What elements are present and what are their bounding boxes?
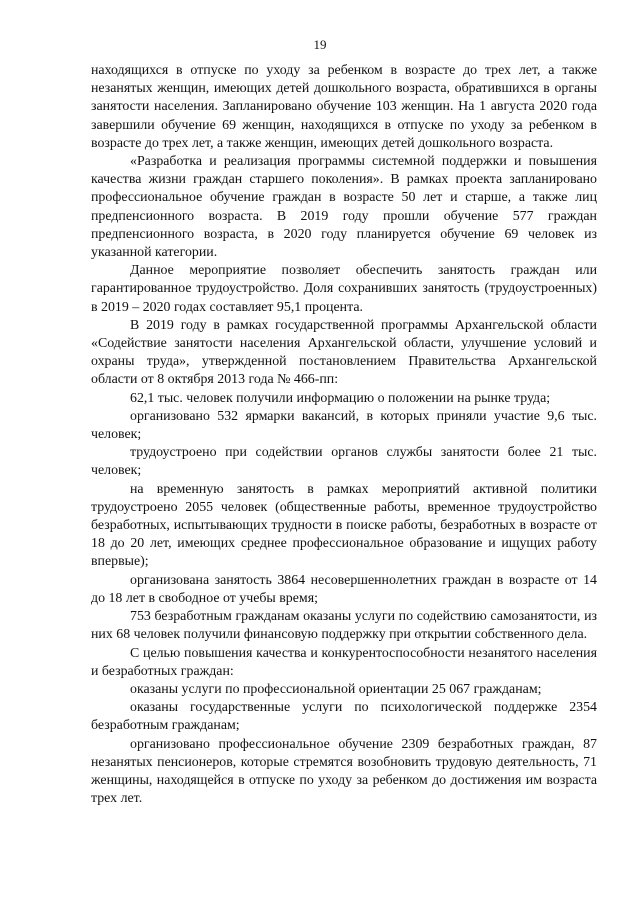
- list-item-psychological-support: оказаны государственные услуги по психологической поддержке 2354 безработным гражданам;: [91, 700, 597, 734]
- paragraph-1-continuation: находящихся в отпуске по уходу за ребенком в возрасте до трех лет, а также незанятых женщин, имеющих детей дошкольного возраста, обратившихся в органы занятости населения. Запланировано обучение 103 женщин. На 1 августа 2020 года завершили обучение 69 женщин, находящихся в отпуске по уходу за ребенком в возрасте до трех лет, а также женщин, имеющих детей дошкольного возраста.: [91, 63, 597, 151]
- list-item-career-guidance: оказаны услуги по профессиональной ориентации 25 067 гражданам;: [130, 681, 542, 697]
- paragraph-competitiveness-intro: С целью повышения качества и конкурентоспособности незанятого населения и безработных граждан:: [91, 645, 597, 679]
- list-item-professional-training: организовано профессиональное обучение 2309 безработных граждан, 87 незанятых пенсионеров, которые стремятся возобновить трудовую деятельность, 71 женщины, находящейся в отпуске по уходу за ребенком до достижения им возраста трех лет.: [91, 736, 597, 807]
- document-body: [91, 62, 597, 808]
- paragraph-older-generation-program: «Разработка и реализация программы системной поддержки и повышения качества жизни граждан старшего поколения». В рамках проекта запланировано профессиональное обучение граждан в возрасте 50 лет и старше, а также лиц предпенсионного возраста. В 2019 году прошли обучение 577 граждан предпенсионного возраста, в 2020 году планируется обучение 69 человек из указанной категории.: [91, 154, 597, 261]
- list-item-self-employment: 753 безработным гражданам оказаны услуги по содействию самозанятости, из них 68 человек получили финансовую поддержку при открытии собственного дела.: [91, 609, 597, 643]
- list-item-minors-employment: организована занятость 3864 несовершеннолетних граждан в возрасте от 14 до 18 лет в свободное от учебы время;: [91, 572, 597, 606]
- page-number: 19: [313, 37, 327, 52]
- list-item-temporary-employment: на временную занятость в рамках мероприятий активной политики трудоустроено 2055 человек (общественные работы, временное трудоустройство безработных, испытывающих трудности в поиске работы, безработных в возрасте от 18 до 20 лет, имеющих среднее профессиональное образование и ищущих работу впервые);: [91, 481, 597, 570]
- list-item-job-fairs: организовано 532 ярмарки вакансий, в которых приняли участие 9,6 тыс. человек;: [91, 408, 597, 443]
- list-item-labor-market-info: 62,1 тыс. человек получили информацию о положении на рынке труда;: [130, 390, 551, 406]
- paragraph-employment-share: Данное мероприятие позволяет обеспечить занятость граждан или гарантированное трудоустройство. Доля сохранивших занятость (трудоустроенных) в 2019 – 2020 годах составляет 95,1 процента.: [91, 263, 597, 315]
- paragraph-state-program-intro: В 2019 году в рамках государственной программы Архангельской области «Содействие занятости населения Архангельской области, улучшение условий и охраны труда», утвержденной постановлением Правительства Архангельской области от 8 октября 2013 года № 466-пп:: [91, 317, 597, 388]
- list-item-employed: трудоустроено при содействии органов службы занятости более 21 тыс. человек;: [91, 445, 597, 479]
